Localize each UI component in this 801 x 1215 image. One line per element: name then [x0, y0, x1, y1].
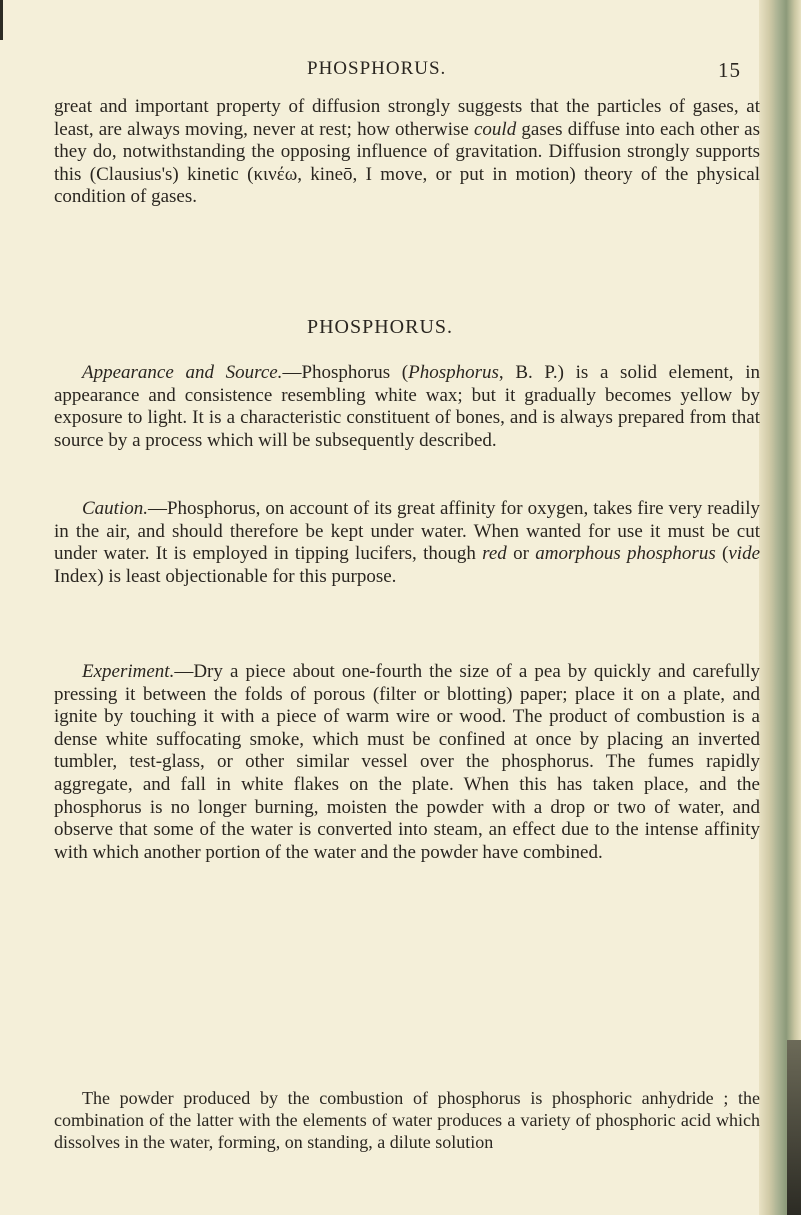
caution-label: Caution.: [82, 498, 148, 519]
appearance-latin-name: Phosphorus: [408, 362, 499, 383]
caution-text-2: (: [715, 543, 729, 565]
caution-emphasis-red: red: [482, 543, 507, 565]
intro-text-1: great and important property of diffusion strongly suggests that the particles of gases, at least, are always moving, never at rest; how otherwise: [54, 96, 760, 140]
appearance-label: Appearance and Source.: [82, 362, 283, 383]
appearance-text-2: , B. P.) is a solid element, in appearance and consistence resembling white wax; but it gradually becomes yellow by exposure to light. It is a characteristic constituent of bones, and is always prepared from that source by a process which will be subsequently described.: [54, 362, 761, 451]
closing-paragraph: The powder produced by the combustion of phosphorus is phosphoric anhydride ; the combination of the latter with the elements of water produces a variety of phosphoric acid which dissolves in the water, forming, on standing, a dilute solution: [54, 1088, 760, 1152]
section-heading: PHOSPHORUS.: [306, 316, 454, 338]
experiment-paragraph: [54, 661, 760, 864]
experiment-text: —Dry a piece about one-fourth the size of a pea by quickly and carefully pressing it between the folds of porous (filter or blotting) paper; place it on a plate, and ignite by touching it with a piece of warm wire or wood. The product of combustion is a dense white suffocating smoke, which must be confined at once by placing an inverted tumbler, test-glass, or other similar vessel over the phosphorus. The fumes rapidly aggregate, and fall in white flakes on the plate. When this has taken place, and the phosphorus is no longer burning, moisten the powder with a drop or two of water, and observe that some of the water is converted into steam, an effect due to the intense affinity with which another portion of the water and the powder have combined.: [54, 661, 760, 863]
intro-paragraph: [54, 96, 760, 209]
left-edge-mark: [0, 0, 3, 40]
appearance-text-1: —Phosphorus (: [282, 362, 409, 383]
book-spine-edge: [759, 0, 801, 1215]
running-head-title: PHOSPHORUS.: [307, 58, 447, 79]
page-number: 15: [718, 58, 741, 82]
caution-text-3: Index) is least objectionable for this purpose.: [54, 565, 397, 587]
caution-text-or: or: [506, 543, 536, 565]
caution-paragraph: [54, 498, 760, 588]
caution-emphasis-vide: vide: [728, 543, 761, 565]
book-spine-shadow: [787, 1040, 801, 1215]
experiment-label: Experiment.: [82, 661, 175, 682]
intro-text-2: gases diffuse into each other as they do, notwithstanding the opposing influence of gravitation. Diffusion strongly supports this (Clausius's) kinetic (κινέω, kineō, I move, or put in motion) theory of the physical condition of gases.: [54, 118, 760, 208]
caution-emphasis-amorphous: amorphous phosphorus: [535, 543, 716, 565]
appearance-paragraph: [54, 362, 760, 452]
caution-text-1: —Phosphorus, on account of its great affinity for oxygen, takes fire very readily in the air, and should therefore be kept under water. When wanted for use it must be cut under water. It is employed in tipping lucifers, though: [54, 498, 760, 565]
intro-emphasis-could: could: [474, 118, 517, 140]
